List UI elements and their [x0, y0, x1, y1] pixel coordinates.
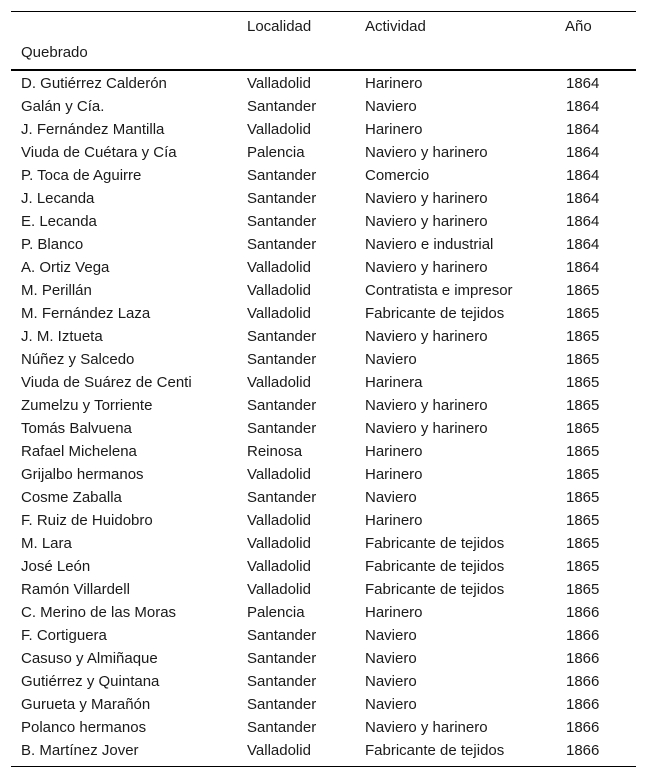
table-row [11, 118, 636, 141]
cell-localidad: Valladolid [247, 282, 311, 299]
cell-anio: 1865 [566, 282, 600, 299]
cell-localidad: Santander [247, 489, 317, 506]
table-row [11, 693, 636, 716]
cell-localidad: Santander [247, 167, 317, 184]
cell-localidad: Valladolid [247, 558, 311, 575]
cell-localidad: Palencia [247, 144, 305, 161]
table-row [11, 555, 636, 578]
table-row [11, 256, 636, 279]
table-row [11, 716, 636, 739]
table-row [11, 371, 636, 394]
cell-localidad: Santander [247, 696, 317, 713]
cell-actividad: Naviero y harinero [365, 397, 488, 414]
cell-actividad: Naviero [365, 351, 417, 368]
table-row [11, 302, 636, 325]
cell-quebrado: D. Gutiérrez Calderón [21, 75, 167, 92]
cell-quebrado: P. Toca de Aguirre [21, 167, 142, 184]
cell-actividad: Fabricante de tejidos [365, 581, 505, 598]
cell-quebrado: Viuda de Suárez de Centi [21, 374, 192, 391]
column-header-anio: Año [565, 18, 592, 35]
cell-quebrado: Cosme Zaballa [21, 489, 122, 506]
cell-actividad: Naviero e industrial [365, 236, 494, 253]
cell-actividad: Naviero y harinero [365, 213, 488, 230]
cell-actividad: Harinero [365, 121, 423, 138]
table-row [11, 187, 636, 210]
cell-localidad: Santander [247, 236, 317, 253]
cell-actividad: Fabricante de tejidos [365, 305, 505, 322]
table-header-row [11, 12, 636, 71]
table-row [11, 624, 636, 647]
cell-anio: 1865 [566, 420, 600, 437]
cell-anio: 1864 [566, 167, 600, 184]
cell-localidad: Santander [247, 719, 317, 736]
cell-anio: 1864 [566, 259, 600, 276]
cell-actividad: Naviero y harinero [365, 420, 488, 437]
cell-anio: 1865 [566, 466, 600, 483]
cell-quebrado: J. Lecanda [21, 190, 95, 207]
table-row [11, 279, 636, 302]
cell-localidad: Santander [247, 420, 317, 437]
cell-quebrado: Galán y Cía. [21, 98, 105, 115]
cell-anio: 1864 [566, 98, 600, 115]
cell-actividad: Harinero [365, 466, 423, 483]
cell-quebrado: Grijalbo hermanos [21, 466, 144, 483]
table-row [11, 647, 636, 670]
table-row [11, 463, 636, 486]
cell-quebrado: Gutiérrez y Quintana [21, 673, 160, 690]
cell-anio: 1866 [566, 742, 600, 759]
cell-actividad: Naviero [365, 673, 417, 690]
cell-localidad: Valladolid [247, 581, 311, 598]
cell-actividad: Harinera [365, 374, 423, 391]
cell-localidad: Santander [247, 673, 317, 690]
table-row [11, 325, 636, 348]
cell-anio: 1865 [566, 558, 600, 575]
cell-actividad: Naviero y harinero [365, 259, 488, 276]
cell-anio: 1864 [566, 121, 600, 138]
table-row [11, 509, 636, 532]
cell-localidad: Santander [247, 627, 317, 644]
cell-quebrado: Núñez y Salcedo [21, 351, 135, 368]
cell-anio: 1865 [566, 328, 600, 345]
cell-anio: 1864 [566, 190, 600, 207]
cell-actividad: Harinero [365, 443, 423, 460]
cell-localidad: Santander [247, 351, 317, 368]
cell-localidad: Valladolid [247, 75, 311, 92]
table-body [11, 70, 636, 767]
cell-actividad: Naviero y harinero [365, 328, 488, 345]
cell-anio: 1866 [566, 696, 600, 713]
cell-actividad: Naviero [365, 627, 417, 644]
cell-localidad: Santander [247, 98, 317, 115]
cell-quebrado: Tomás Balvuena [21, 420, 132, 437]
cell-localidad: Palencia [247, 604, 305, 621]
cell-quebrado: Rafael Michelena [21, 443, 137, 460]
cell-actividad: Contratista e impresor [365, 282, 513, 299]
cell-quebrado: J. M. Iztueta [21, 328, 103, 345]
cell-quebrado: M. Fernández Laza [21, 305, 151, 322]
column-header-actividad: Actividad [365, 18, 426, 35]
cell-anio: 1865 [566, 581, 600, 598]
cell-actividad: Naviero [365, 489, 417, 506]
table-row [11, 670, 636, 693]
cell-localidad: Valladolid [247, 512, 311, 529]
table-row [11, 70, 636, 95]
cell-localidad: Valladolid [247, 535, 311, 552]
cell-localidad: Valladolid [247, 305, 311, 322]
cell-actividad: Comercio [365, 167, 430, 184]
cell-anio: 1866 [566, 673, 600, 690]
cell-anio: 1864 [566, 213, 600, 230]
cell-quebrado: J. Fernández Mantilla [21, 121, 165, 138]
cell-actividad: Naviero y harinero [365, 719, 488, 736]
cell-actividad: Fabricante de tejidos [365, 558, 505, 575]
cell-actividad: Naviero y harinero [365, 190, 488, 207]
cell-quebrado: C. Merino de las Moras [21, 604, 177, 621]
cell-anio: 1865 [566, 535, 600, 552]
cell-quebrado: Casuso y Almiñaque [21, 650, 158, 667]
cell-actividad: Naviero [365, 98, 417, 115]
table-row [11, 95, 636, 118]
cell-localidad: Santander [247, 190, 317, 207]
table-row [11, 532, 636, 555]
cell-actividad: Naviero y harinero [365, 144, 488, 161]
table-row [11, 141, 636, 164]
cell-actividad: Fabricante de tejidos [365, 535, 505, 552]
cell-localidad: Santander [247, 213, 317, 230]
cell-anio: 1865 [566, 351, 600, 368]
cell-localidad: Santander [247, 328, 317, 345]
column-header-localidad: Localidad [247, 18, 312, 35]
cell-anio: 1865 [566, 374, 600, 391]
table-row [11, 440, 636, 463]
cell-localidad: Valladolid [247, 121, 311, 138]
cell-actividad: Naviero [365, 650, 417, 667]
cell-quebrado: Zumelzu y Torriente [21, 397, 153, 414]
cell-quebrado: José León [21, 558, 91, 575]
cell-anio: 1865 [566, 489, 600, 506]
cell-anio: 1865 [566, 305, 600, 322]
cell-localidad: Valladolid [247, 259, 311, 276]
cell-localidad: Valladolid [247, 466, 311, 483]
cell-quebrado: F. Cortiguera [21, 627, 107, 644]
cell-quebrado: M. Perillán [21, 282, 92, 299]
cell-anio: 1865 [566, 512, 600, 529]
table-row [11, 233, 636, 256]
cell-localidad: Santander [247, 397, 317, 414]
cell-anio: 1866 [566, 604, 600, 621]
cell-quebrado: B. Martínez Jover [21, 742, 139, 759]
cell-anio: 1864 [566, 144, 600, 161]
table-row [11, 578, 636, 601]
cell-quebrado: A. Ortiz Vega [21, 259, 110, 276]
column-header-quebrado: Quebrado [21, 44, 88, 61]
cell-anio: 1866 [566, 650, 600, 667]
cell-quebrado: P. Blanco [21, 236, 84, 253]
table-row [11, 210, 636, 233]
bankruptcy-table-container [11, 11, 636, 767]
cell-anio: 1865 [566, 397, 600, 414]
cell-anio: 1866 [566, 627, 600, 644]
cell-actividad: Harinero [365, 512, 423, 529]
cell-actividad: Harinero [365, 75, 423, 92]
cell-quebrado: Polanco hermanos [21, 719, 147, 736]
cell-localidad: Santander [247, 650, 317, 667]
cell-actividad: Fabricante de tejidos [365, 742, 505, 759]
cell-quebrado: E. Lecanda [21, 213, 97, 230]
table-row [11, 739, 636, 767]
bankruptcy-table [11, 11, 636, 767]
cell-localidad: Reinosa [247, 443, 303, 460]
cell-quebrado: Viuda de Cuétara y Cía [21, 144, 177, 161]
table-row [11, 164, 636, 187]
cell-actividad: Harinero [365, 604, 423, 621]
table-header [11, 12, 636, 71]
table-row [11, 601, 636, 624]
table-row [11, 417, 636, 440]
cell-localidad: Valladolid [247, 742, 311, 759]
cell-quebrado: Gurueta y Marañón [21, 696, 151, 713]
cell-anio: 1865 [566, 443, 600, 460]
cell-quebrado: Ramón Villardell [21, 581, 130, 598]
table-row [11, 486, 636, 509]
cell-anio: 1864 [566, 236, 600, 253]
cell-localidad: Valladolid [247, 374, 311, 391]
cell-anio: 1866 [566, 719, 600, 736]
cell-quebrado: M. Lara [21, 535, 72, 552]
cell-quebrado: F. Ruiz de Huidobro [21, 512, 153, 529]
cell-anio: 1864 [566, 75, 600, 92]
table-row [11, 394, 636, 417]
table-row [11, 348, 636, 371]
cell-actividad: Naviero [365, 696, 417, 713]
